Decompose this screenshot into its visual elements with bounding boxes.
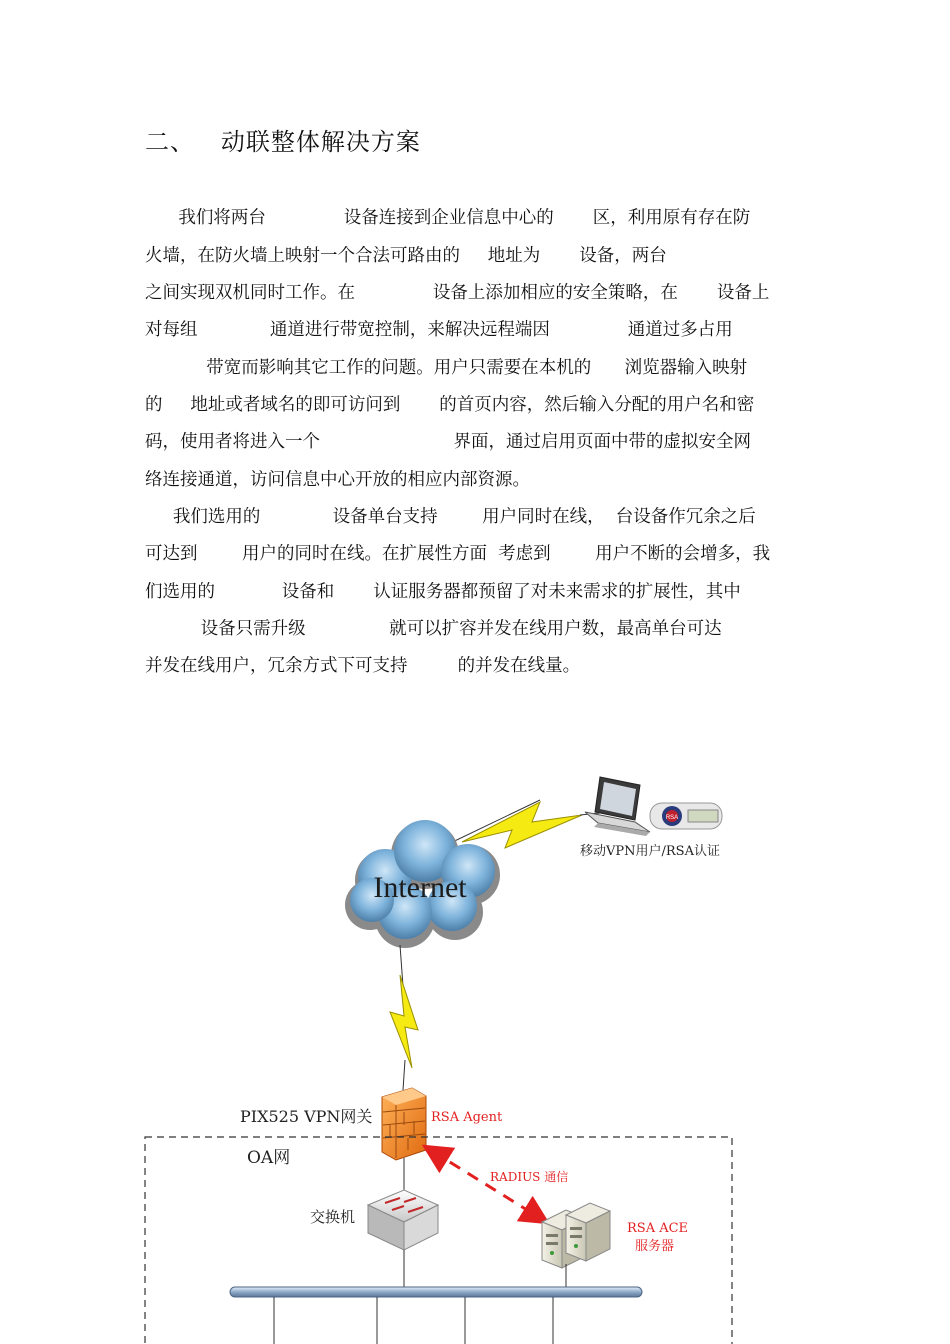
paragraph-line: 并发在线用户，冗余方式下可支持 的并发在线量。 bbox=[145, 656, 581, 676]
oa-network-label: OA网 bbox=[247, 1148, 291, 1168]
paragraph-line: 们选用的 设备和 认证服务器都预留了对未来需求的扩展性，其中 bbox=[145, 582, 741, 602]
radius-label: RADIUS 通信 bbox=[490, 1170, 569, 1184]
server-label-line1: RSA ACE bbox=[627, 1221, 689, 1236]
paragraph-line: 络连接通道，访问信息中心开放的相应内部资源。 bbox=[145, 470, 530, 490]
network-bus bbox=[230, 1287, 642, 1297]
server-icon bbox=[566, 1203, 610, 1261]
lightning-bolt-bottom bbox=[390, 945, 418, 1090]
paragraph-line: 带宽而影响其它工作的问题。用户只需要在本机的 浏览器输入映射 bbox=[145, 358, 748, 378]
lightning-bolt-top bbox=[440, 800, 610, 848]
paragraph-line: 设备只需升级 就可以扩容并发在线用户数，最高单台可达 bbox=[145, 619, 722, 639]
section-heading: 二、 动联整体解决方案 bbox=[145, 128, 421, 156]
token-label: RSA bbox=[665, 815, 679, 821]
paragraph-line: 对每组 通道进行带宽控制，来解决远程端因 通道过多占用 bbox=[145, 320, 733, 340]
server-label-line2: 服务器 bbox=[635, 1239, 675, 1254]
paragraph-line: 可达到 用户的同时在线。在扩展性方面 考虑到 用户不断的会增多，我 bbox=[145, 544, 771, 564]
rsa-agent-label: RSA Agent bbox=[431, 1110, 503, 1125]
switch-icon bbox=[368, 1190, 438, 1250]
internet-cloud-icon bbox=[345, 820, 500, 948]
internet-label: Internet bbox=[373, 871, 467, 904]
radius-arrow bbox=[432, 1151, 540, 1218]
mobile-user-label: 移动VPN用户/RSA认证 bbox=[580, 844, 720, 859]
paragraph-line: 我们选用的 设备单台支持 用户同时在线， 台设备作冗余之后 bbox=[145, 507, 756, 527]
paragraph-line: 码，使用者将进入一个 界面，通过启用页面中带的虚拟安全网 bbox=[145, 432, 752, 452]
paragraph-line: 火墙，在防火墙上映射一个合法可路由的 地址为 设备，两台 bbox=[145, 246, 667, 266]
switch-label: 交换机 bbox=[310, 1208, 356, 1226]
rsa-token-icon bbox=[650, 803, 722, 829]
firewall-icon bbox=[382, 1088, 426, 1160]
paragraph-line: 之间实现双机同时工作。在 设备上添加相应的安全策略，在 设备上 bbox=[145, 283, 770, 303]
paragraph-line: 的 地址或者域名的即可访问到 的首页内容，然后输入分配的用户名和密 bbox=[145, 395, 755, 415]
gateway-label: PIX525 VPN网关 bbox=[240, 1107, 373, 1126]
paragraph-line: 我们将两台 设备连接到企业信息中心的 区，利用原有存在防 bbox=[145, 208, 751, 228]
laptop-icon bbox=[585, 777, 650, 836]
bus-drop-lines bbox=[274, 1297, 553, 1344]
